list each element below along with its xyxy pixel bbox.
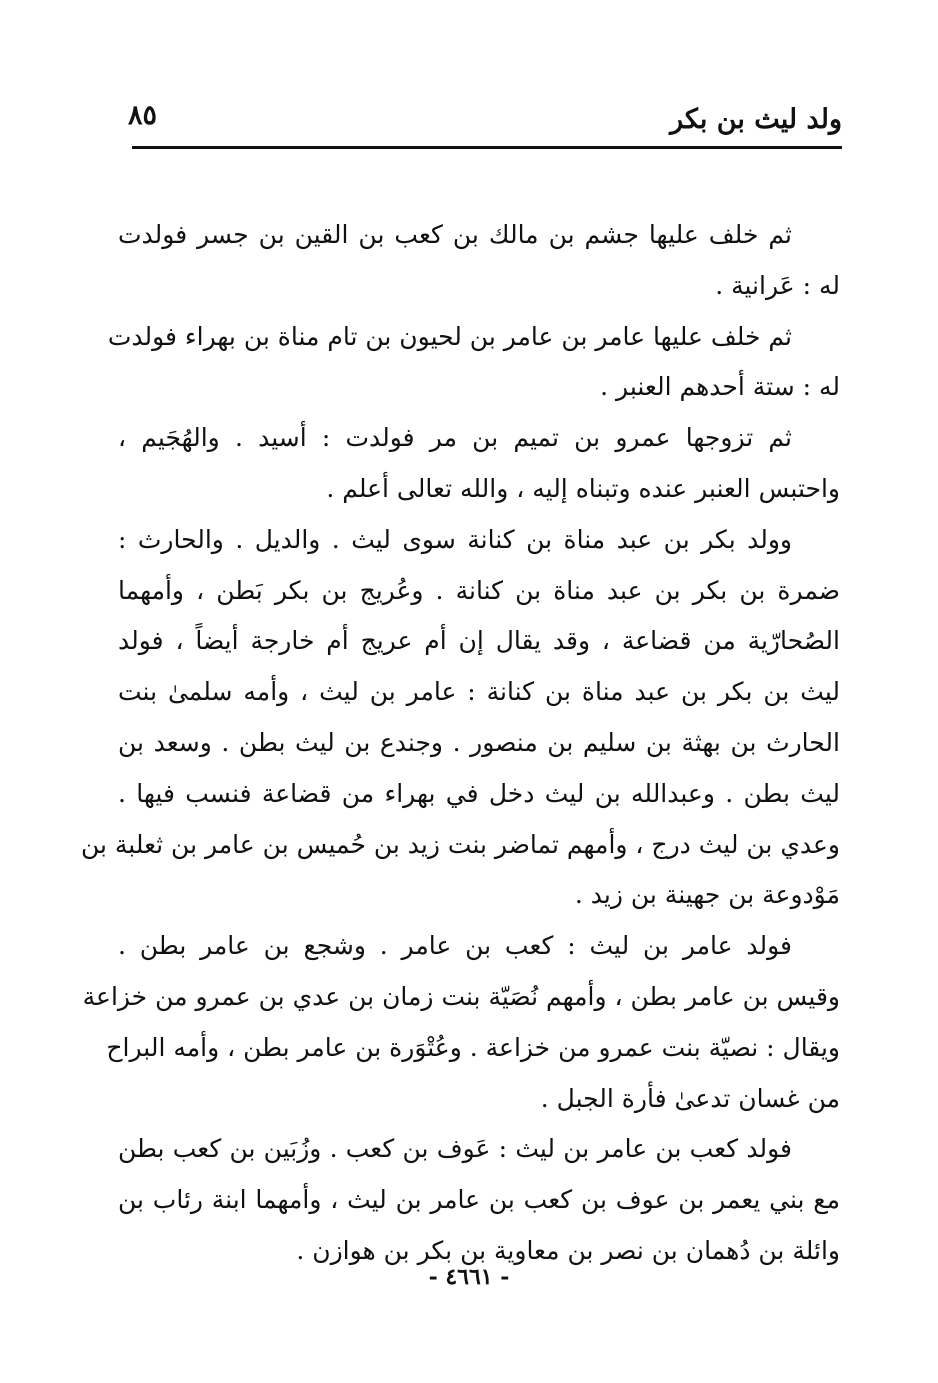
text-line: ضمرة بن بكر بن عبد مناة بن كنانة . وعُريج بن بكر بَطن ، وأمهما bbox=[118, 575, 840, 605]
text-line: وعدي بن ليث درج ، وأمهم تماضر بنت زيد بن حُميس بن عامر بن ثعلبة بن bbox=[80, 829, 840, 859]
running-header bbox=[128, 92, 842, 144]
paragraph bbox=[80, 515, 840, 921]
text-line: مَوْدوعة بن جهينة بن زيد . bbox=[574, 880, 840, 910]
paragraph bbox=[118, 413, 840, 515]
text-line: ثم تزوجها عمرو بن تميم بن مر فولدت : أسيد . والهُجَيم ، bbox=[118, 423, 792, 453]
text-line: ليث بن بكر بن عبد مناة بن كنانة : عامر بن ليث ، وأمه سلمىٰ بنت bbox=[118, 677, 840, 707]
text-line: وولد بكر بن عبد مناة بن كنانة سوى ليث . والديل . والحارث : bbox=[118, 524, 792, 554]
text-line: ثم خلف عليها عامر بن عامر بن لحيون بن تام مناة بن بهراء فولدت bbox=[107, 321, 792, 351]
text-line: وائلة بن دُهمان بن نصر بن معاوية بن بكر بن هوازن . bbox=[296, 1235, 840, 1265]
text-line: الصُحارّية من قضاعة ، وقد يقال إن أم عريج أم خارجة أيضاً ، فولد bbox=[118, 626, 840, 656]
text-line: مع بني يعمر بن عوف بن كعب بن عامر بن ليث ، وأمهما ابنة رئاب بن bbox=[118, 1185, 840, 1215]
paragraph bbox=[82, 921, 840, 1124]
text-line: له : عَرانية . bbox=[715, 270, 840, 300]
header-rule bbox=[132, 146, 842, 149]
paragraph bbox=[118, 210, 840, 312]
text-line: واحتبس العنبر عنده وتبناه إليه ، والله تعالى أعلم . bbox=[326, 473, 840, 503]
text-line: ليث بطن . وعبدالله بن ليث دخل في بهراء من قضاعة فنسب فيها . bbox=[118, 778, 840, 808]
text-line: له : ستة أحدهم العنبر . bbox=[600, 372, 840, 402]
text-line: ثم خلف عليها جشم بن مالك بن كعب بن القين بن جسر فولدت bbox=[118, 220, 792, 249]
text-line: وقيس بن عامر بطن ، وأمهم نُصَيّة بنت زمان بن عدي بن عمرو من خزاعة bbox=[82, 981, 840, 1011]
body-text bbox=[80, 210, 840, 1277]
paragraph bbox=[107, 312, 840, 414]
running-title: ولد ليث بن بكر bbox=[670, 104, 842, 135]
paragraph bbox=[118, 1124, 840, 1276]
text-line: ويقال : نصيّة بنت عمرو من خزاعة . وعُتْوَرة بن عامر بطن ، وأمه البراح bbox=[106, 1032, 840, 1062]
text-line: فولد عامر بن ليث : كعب بن عامر . وشجع بن عامر بطن . bbox=[118, 931, 792, 961]
text-line: فولد كعب بن عامر بن ليث : عَوف بن كعب . وزُبَين بن كعب بطن bbox=[118, 1134, 792, 1164]
page-number: ٨٥ bbox=[128, 100, 158, 131]
folio-number: - ٤٦٦١ - bbox=[428, 1264, 510, 1290]
text-line: الحارث بن بهثة بن سليم بن منصور . وجندع بن ليث بطن . وسعد بن bbox=[118, 727, 840, 757]
text-line: من غسان تدعىٰ فأرة الجبل . bbox=[540, 1083, 840, 1113]
